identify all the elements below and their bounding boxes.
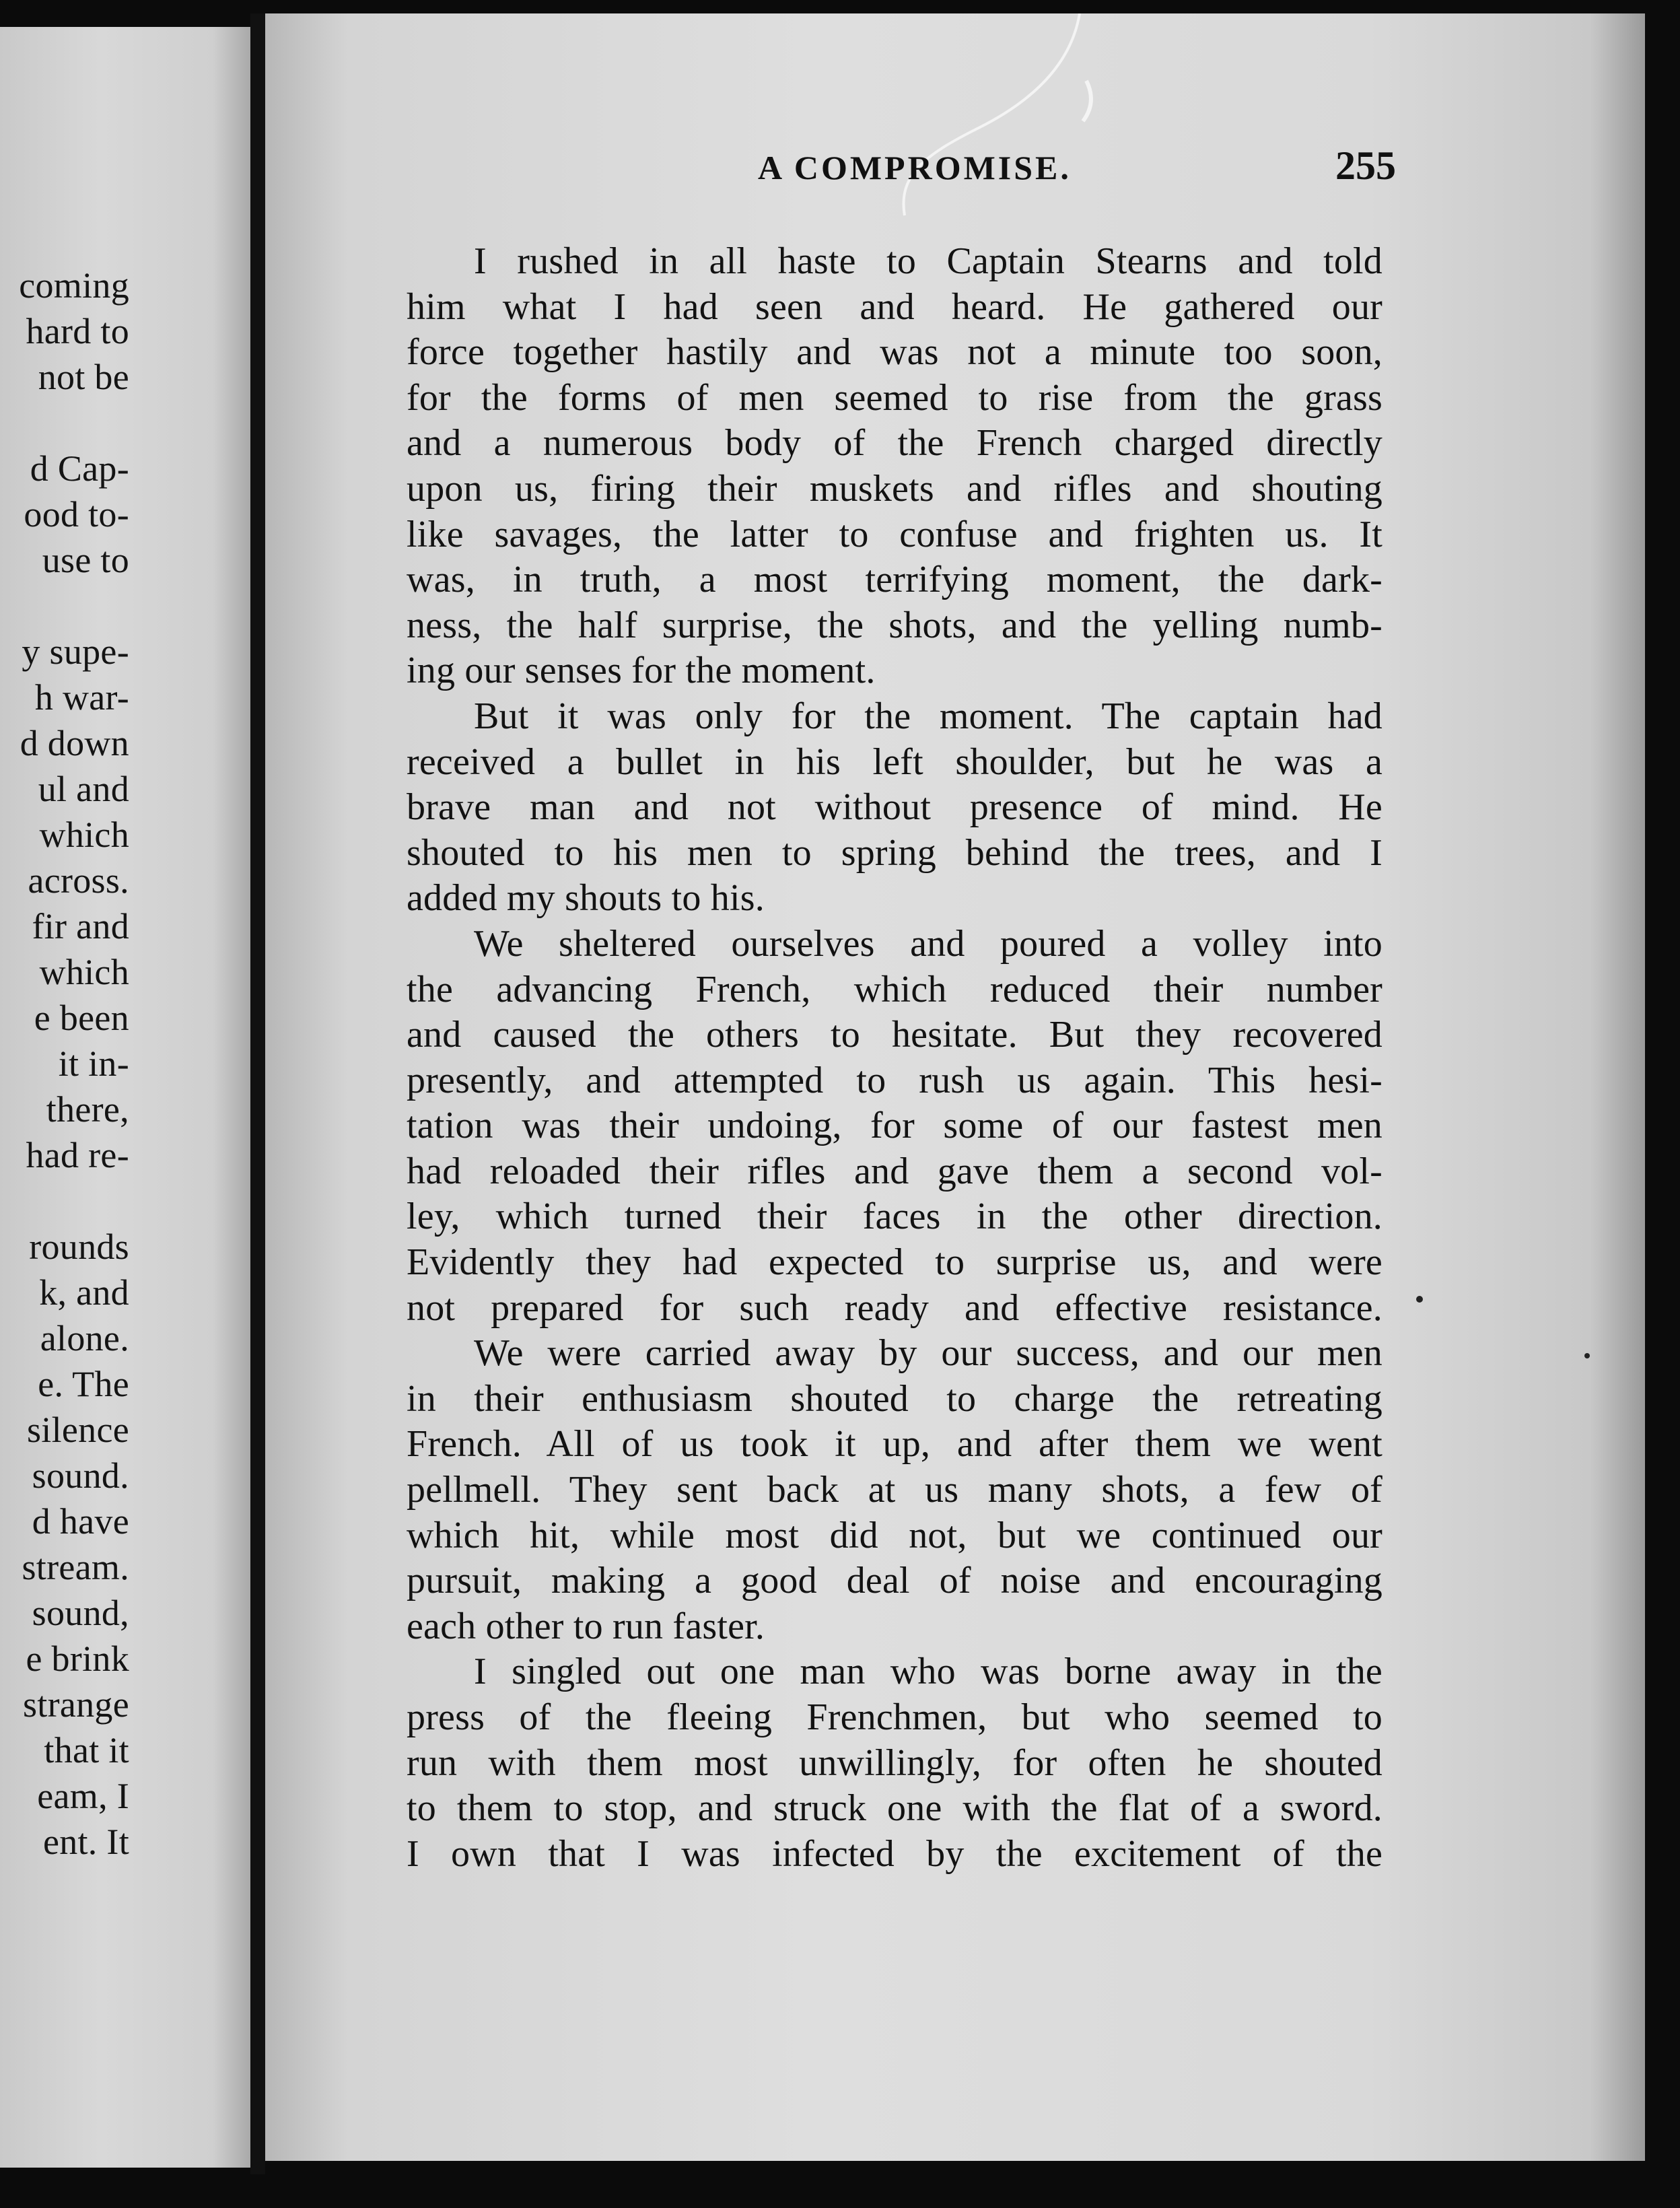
text-line: brave man and not without presence of mind. He <box>407 786 1382 829</box>
left-text-line: d down <box>20 723 129 763</box>
left-text-line: fir and <box>32 906 129 946</box>
text-line: had reloaded their rifles and gave them a second vol- <box>407 1150 1382 1192</box>
left-text-line: ood to- <box>24 494 129 534</box>
left-text-line: y supe- <box>22 631 129 672</box>
left-text-line: sound, <box>32 1593 129 1633</box>
left-text-line: hard to <box>26 311 129 351</box>
book-gutter <box>250 13 265 2174</box>
text-line: ley, which turned their faces in the other direction. <box>407 1196 1382 1238</box>
text-line: presently, and attempted to rush us again. This hesi- <box>407 1059 1382 1101</box>
text-line: But it was only for the moment. The captain had <box>474 695 1382 737</box>
text-line: like savages, the latter to confuse and frighten us. It <box>407 513 1382 555</box>
text-line: We sheltered ourselves and poured a volley into <box>474 922 1382 965</box>
left-text-line: that it <box>44 1730 129 1770</box>
ink-speck <box>1416 1296 1423 1303</box>
left-text-line <box>0 400 129 446</box>
text-line: tation was their undoing, for some of our fastest men <box>407 1105 1382 1147</box>
text-line: the advancing French, which reduced their number <box>407 968 1382 1010</box>
left-text-line: across. <box>28 860 129 901</box>
text-line: press of the fleeing Frenchmen, but who seemed to <box>407 1696 1382 1738</box>
left-text-line: ul and <box>38 769 129 809</box>
left-text-line <box>0 583 129 629</box>
right-page <box>265 13 1645 2161</box>
text-line: I singled out one man who was borne away in the <box>474 1651 1382 1693</box>
text-line: received a bullet in his left shoulder, but he was a <box>407 740 1382 783</box>
text-line: I rushed in all haste to Captain Stearns and told <box>474 240 1382 282</box>
left-text-line: there, <box>46 1089 129 1130</box>
text-line: to them to stop, and struck one with the flat of a sword. <box>407 1787 1382 1830</box>
text-line: which hit, while most did not, but we continued our <box>407 1514 1382 1556</box>
left-text-line: had re- <box>26 1135 129 1175</box>
left-text-line: stream. <box>22 1547 129 1587</box>
text-line: We were carried away by our success, and our men <box>474 1332 1382 1375</box>
left-page-text <box>0 263 129 1865</box>
scratch-mark <box>858 13 1100 256</box>
text-line: run with them most unwillingly, for often he shouted <box>407 1741 1382 1784</box>
left-text-line: d Cap- <box>30 448 129 489</box>
left-text-line: silence <box>26 1410 129 1450</box>
text-line: force together hastily and was not a minute too soon, <box>407 331 1382 374</box>
left-text-line: coming <box>19 265 129 306</box>
left-text-line: not be <box>38 357 129 397</box>
text-line: for the forms of men seemed to rise from the grass <box>407 376 1382 419</box>
text-line: ness, the half surprise, the shots, and the yelling numb- <box>407 604 1382 646</box>
left-text-line: h war- <box>34 677 129 718</box>
left-text-line: ent. It <box>42 1822 129 1862</box>
left-text-line: which <box>39 952 129 992</box>
text-line: ing our senses for the moment. <box>407 650 876 692</box>
left-text-line: k, and <box>39 1272 129 1313</box>
left-text-line: use to <box>42 540 129 580</box>
text-line: pursuit, making a good deal of noise and encouraging <box>407 1560 1382 1602</box>
text-line: upon us, firing their muskets and rifles and shouting <box>407 467 1382 510</box>
left-text-line: d have <box>32 1501 129 1542</box>
text-line: in their enthusiasm shouted to charge the retreating <box>407 1377 1382 1420</box>
left-text-line: e brink <box>26 1638 129 1679</box>
left-text-line: e. The <box>38 1364 129 1404</box>
text-line: pellmell. They sent back at us many shots, a few of <box>407 1469 1382 1511</box>
text-line: each other to run faster. <box>407 1605 765 1647</box>
left-text-line: which <box>39 815 129 855</box>
left-text-line: alone. <box>40 1318 129 1358</box>
text-line: French. All of us took it up, and after them we went <box>407 1423 1382 1465</box>
running-head: A COMPROMISE. <box>758 149 1072 186</box>
body-text <box>407 239 1382 1877</box>
left-text-line: e been <box>34 998 129 1038</box>
left-text-line: eam, I <box>37 1776 129 1816</box>
left-text-line: sound. <box>32 1455 129 1496</box>
text-line: shouted to his men to spring behind the trees, and I <box>407 831 1382 874</box>
left-text-line: strange <box>22 1684 129 1725</box>
text-line: added my shouts to his. <box>407 877 765 920</box>
text-line: not prepared for such ready and effective resistance. <box>407 1286 1382 1329</box>
left-text-line: it in- <box>58 1043 129 1084</box>
left-text-line <box>0 1178 129 1224</box>
text-line: was, in truth, a most terrifying moment, the dark- <box>407 559 1382 601</box>
text-line: him what I had seen and heard. He gathered our <box>407 285 1382 328</box>
page-number: 255 <box>1335 143 1396 188</box>
text-line: and caused the others to hesitate. But they recovered <box>407 1014 1382 1056</box>
text-line: and a numerous body of the French charged directly <box>407 422 1382 464</box>
text-line: I own that I was infected by the excitement of the <box>407 1832 1382 1875</box>
left-facing-page <box>0 27 250 2168</box>
left-text-line: rounds <box>29 1227 129 1267</box>
text-line: Evidently they had expected to surprise us, and were <box>407 1241 1382 1284</box>
ink-speck <box>1584 1353 1590 1358</box>
